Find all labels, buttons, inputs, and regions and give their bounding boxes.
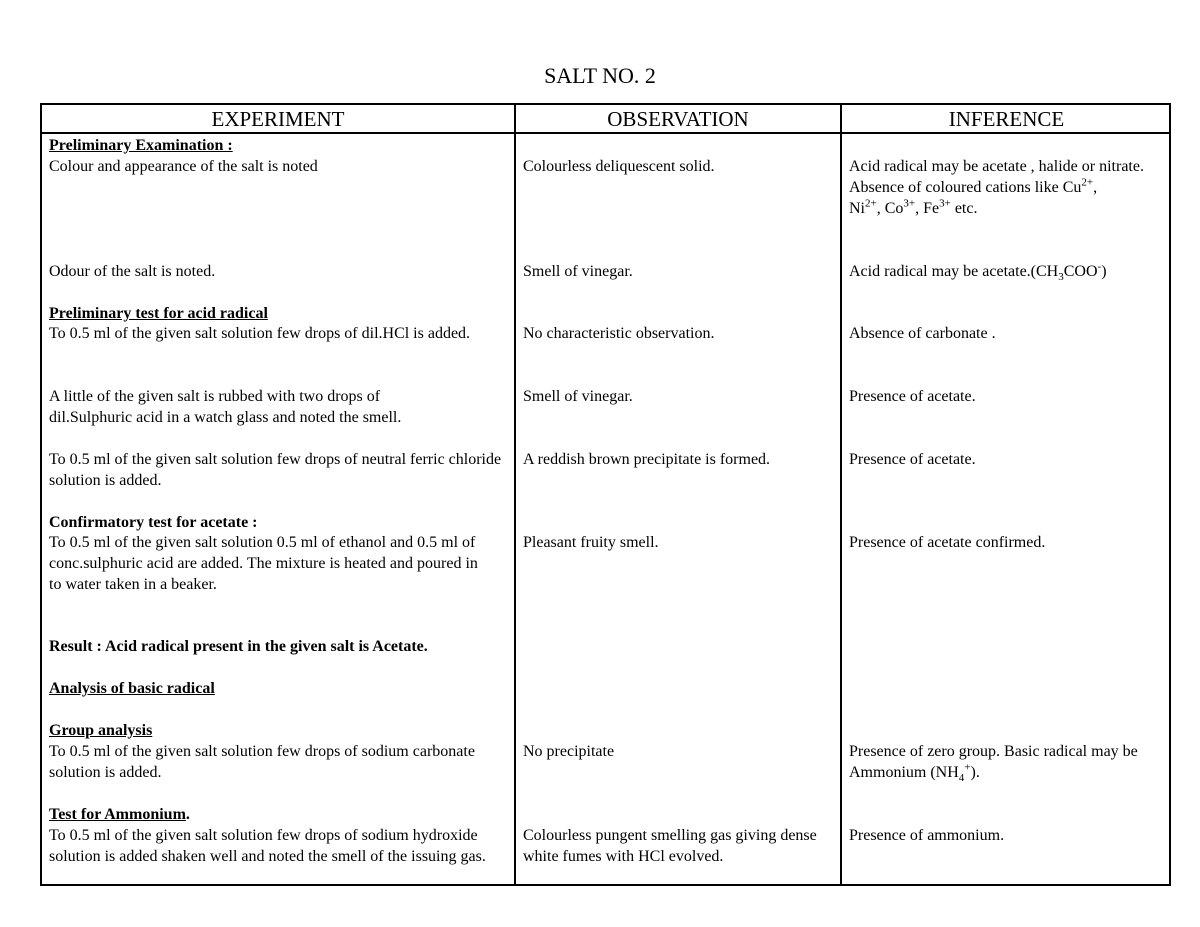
header-inference: INFERENCE bbox=[948, 107, 1065, 131]
observation-group: No precipitate bbox=[523, 743, 615, 760]
experiment-sulphuric: A little of the given salt is rubbed with two drops of dil.Sulphuric acid in a watch glass and noted the smell. bbox=[49, 388, 402, 426]
header-observation: OBSERVATION bbox=[607, 107, 749, 131]
column-divider bbox=[840, 105, 842, 884]
observation-colour: Colourless deliquescent solid. bbox=[523, 158, 715, 175]
observation-hcl: No characteristic observation. bbox=[523, 325, 715, 342]
inference-ferric: Presence of acetate. bbox=[849, 451, 976, 468]
inference-sulphuric: Presence of acetate. bbox=[849, 388, 976, 405]
header-divider bbox=[42, 132, 1169, 134]
inference-colour-line2: Absence of coloured cations like $Cu^{2+}$, $Ni^{2+}$, $Co^{3+}$, $Fe^{3+}$ etc. bbox=[849, 176, 1098, 217]
inference-confirm: Presence of acetate confirmed. bbox=[849, 534, 1046, 551]
page-title: SALT NO. 2 bbox=[544, 63, 656, 88]
section-heading-preliminary: Preliminary Examination : bbox=[49, 137, 233, 154]
experiment-ferric: To 0.5 ml of the given salt solution few drops of neutral ferric chloride solution is added. bbox=[49, 451, 502, 489]
experiment-colour: Colour and appearance of the salt is noted bbox=[49, 158, 318, 175]
experiment-group: To 0.5 ml of the given salt solution few drops of sodium carbonate solution is added. bbox=[49, 743, 475, 781]
inference-colour bbox=[849, 156, 1167, 219]
salt-analysis-table bbox=[40, 103, 1171, 886]
experiment-ammonium: To 0.5 ml of the given salt solution few drops of sodium hydroxide solution is added shaken well and noted the smell of the issuing gas. bbox=[49, 827, 486, 865]
observation-odour: Smell of vinegar. bbox=[523, 263, 633, 280]
observation-ferric: A reddish brown precipitate is formed. bbox=[523, 451, 771, 468]
section-heading-confirmatory: Confirmatory test for acetate : bbox=[49, 514, 258, 531]
inference-colour-line1: Acid radical may be acetate , halide or nitrate. bbox=[849, 158, 1144, 175]
observation-confirm: Pleasant fruity smell. bbox=[523, 534, 659, 551]
inference-hcl: Absence of carbonate . bbox=[849, 325, 996, 342]
experiment-hcl: To 0.5 ml of the given salt solution few drops of dil.HCl is added. bbox=[49, 325, 471, 342]
observation-ammonium: Colourless pungent smelling gas giving dense white fumes with HCl evolved. bbox=[523, 827, 817, 865]
inference-group: Presence of zero group. Basic radical may be Ammonium $(NH_4^+)$. bbox=[849, 743, 1138, 785]
header-experiment: EXPERIMENT bbox=[211, 107, 345, 131]
section-heading-acid-radical: Preliminary test for acid radical bbox=[49, 305, 268, 322]
experiment-confirm: To 0.5 ml of the given salt solution 0.5 ml of ethanol and 0.5 ml of conc.sulphuric acid are added. The mixture is heated and poured in to water taken in a beaker. bbox=[49, 534, 478, 593]
observation-sulphuric: Smell of vinegar. bbox=[523, 388, 633, 405]
inference-ammonium: Presence of ammonium. bbox=[849, 827, 1005, 844]
experiment-odour: Odour of the salt is noted. bbox=[49, 263, 216, 280]
result-text: Result : Acid radical present in the given salt is Acetate. bbox=[49, 638, 428, 655]
section-heading-ammonium: Test for Ammonium. bbox=[49, 806, 190, 823]
section-heading-basic-radical: Analysis of basic radical bbox=[49, 680, 215, 697]
column-divider bbox=[514, 105, 516, 884]
inference-odour: Acid radical may be $acetate.(CH_3COO^-)$ bbox=[849, 260, 1107, 284]
section-heading-group-analysis: Group analysis bbox=[49, 722, 153, 739]
